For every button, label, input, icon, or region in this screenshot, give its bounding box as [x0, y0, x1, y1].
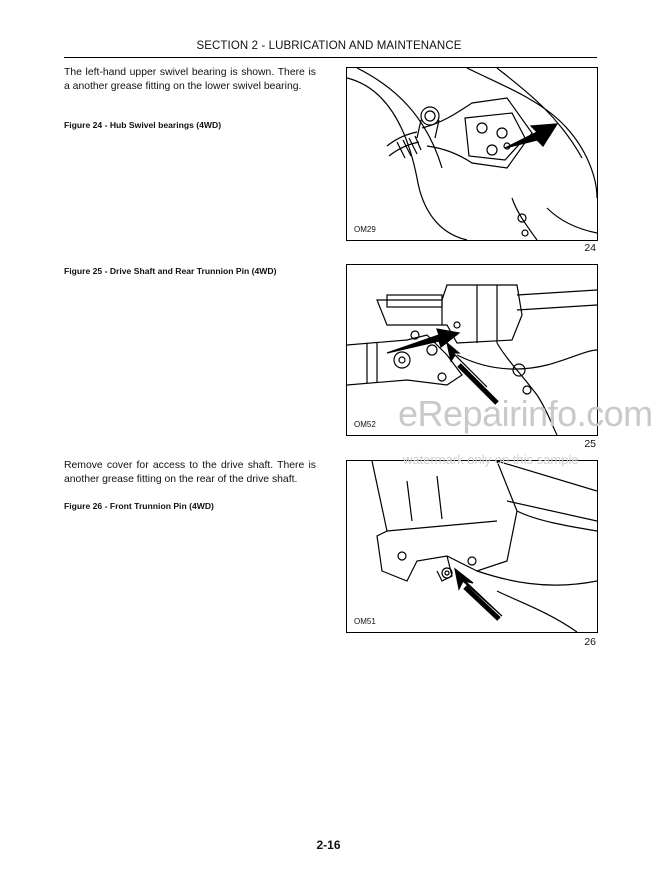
watermark-site: eRepairinfo.com	[398, 393, 653, 434]
figure-24-number: 24	[584, 242, 596, 254]
figure-26-text: Remove cover for access to the drive shaft. There is another grease fitting on the rear of the drive shaft.	[64, 460, 316, 485]
figure-26-code: OM51	[354, 617, 376, 626]
watermark-note: watermark only on this sample	[403, 452, 579, 467]
figure-25-caption: Figure 25 - Drive Shaft and Rear Trunnion Pin (4WD)	[64, 266, 277, 276]
figure-25-number: 25	[584, 438, 596, 450]
figure-25-code: OM52	[354, 420, 376, 429]
front-trunnion-drawing	[347, 461, 597, 632]
figure-24-code: OM29	[354, 225, 376, 234]
section-header: SECTION 2 - LUBRICATION AND MAINTENANCE	[196, 40, 462, 52]
figure-26-illustration	[346, 460, 598, 633]
header-rule	[64, 57, 597, 58]
figure-26-caption: Figure 26 - Front Trunnion Pin (4WD)	[64, 501, 214, 511]
hub-swivel-drawing	[347, 68, 597, 240]
figure-24-text: The left-hand upper swivel bearing is shown. There is a another grease fitting on the lower swivel bearing.	[64, 67, 316, 92]
figure-26-number: 26	[584, 636, 596, 648]
figure-24-caption: Figure 24 - Hub Swivel bearings (4WD)	[64, 120, 222, 130]
page-number: 2-16	[316, 838, 341, 852]
figure-24-illustration	[346, 67, 598, 241]
